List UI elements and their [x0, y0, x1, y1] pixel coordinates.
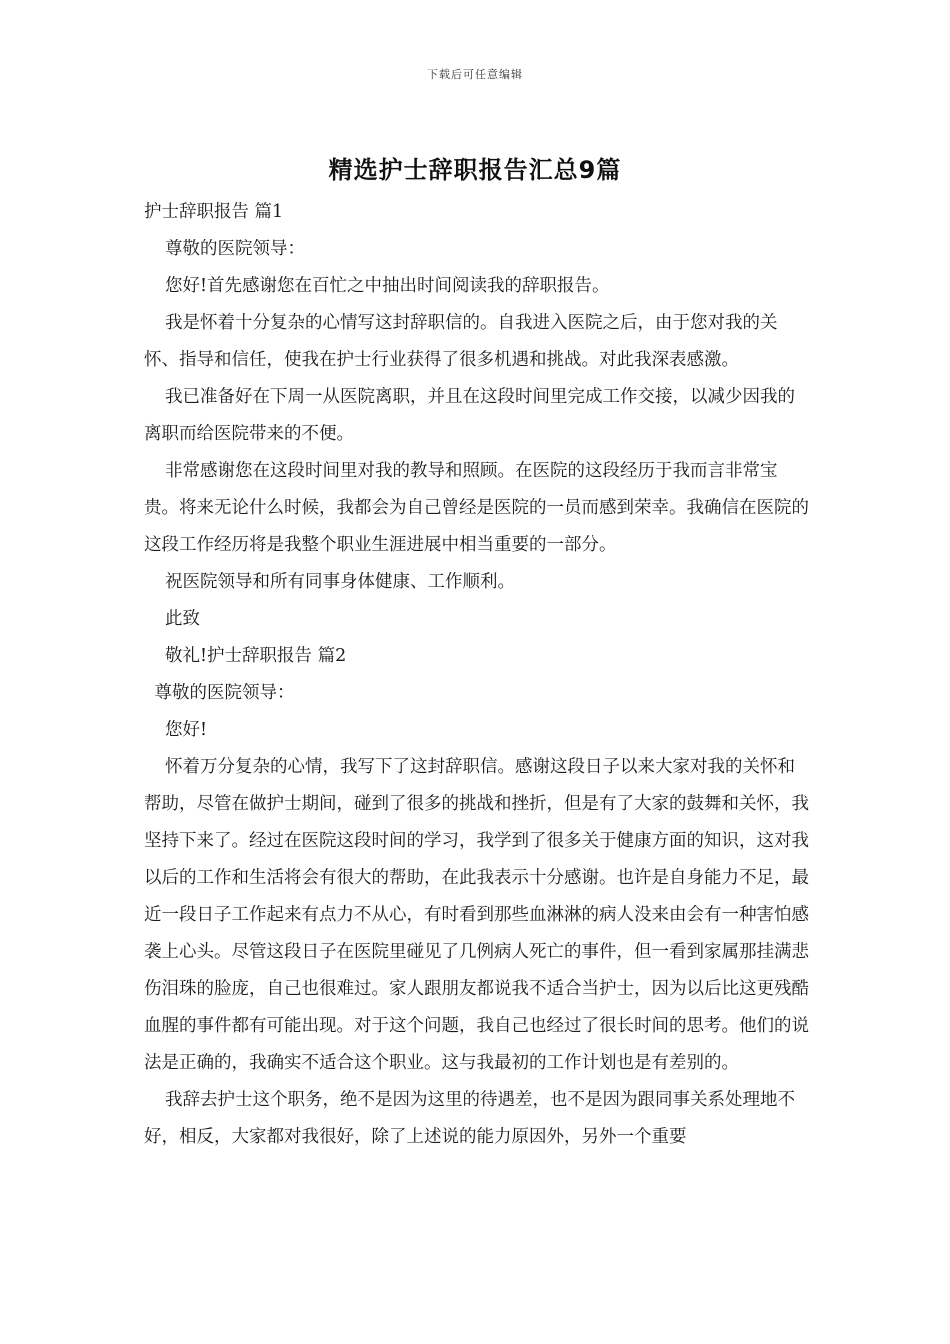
paragraph: 我辞去护士这个职务，绝不是因为这里的待遇差，也不是因为跟同事关系处理地不好，相反，大家都对我很好，除了上述说的能力原因外，另外一个重要	[144, 1090, 795, 1147]
section-heading: 护士辞职报告 篇1	[144, 202, 284, 222]
closing: 此致	[165, 609, 200, 629]
paragraph: 非常感谢您在这段时间里对我的教导和照顾。在医院的这段经历于我而言非常宝贵。将来无论什么时候，我都会为自己曾经是医院的一员而感到荣幸。我确信在医院的这段工作经历将是我整个职业生涯进展中相当重要的一部分。	[144, 461, 809, 555]
section-heading: 敬礼!护士辞职报告 篇2	[165, 646, 347, 666]
page-header-note: 下载后可任意编辑	[427, 68, 523, 81]
salutation: 尊敬的医院领导：	[165, 239, 305, 259]
document-title: 精选护士辞职报告汇总9篇	[328, 156, 622, 184]
closing-wish: 祝医院领导和所有同事身体健康、工作顺利。	[165, 572, 515, 592]
salutation: 尊敬的医院领导：	[154, 683, 295, 703]
greeting: 您好!首先感谢您在百忙之中抽出时间阅读我的辞职报告。	[165, 276, 610, 296]
paragraph: 我是怀着十分复杂的心情写这封辞职信的。自我进入医院之后，由于您对我的关怀、指导和信任，使我在护士行业获得了很多机遇和挑战。对此我深表感激。	[144, 313, 778, 370]
paragraph: 我已准备好在下周一从医院离职，并且在这段时间里完成工作交接，以减少因我的离职而给医院带来的不便。	[144, 387, 795, 444]
paragraph: 怀着万分复杂的心情，我写下了这封辞职信。感谢这段日子以来大家对我的关怀和帮助，尽管在做护士期间，碰到了很多的挑战和挫折，但是有了大家的鼓舞和关怀，我坚持下来了。经过在医院这段时间的学习，我学到了很多关于健康方面的知识，这对我以后的工作和生活将会有很大的帮助，在此我表示十分感谢。也许是自身能力不足，最近一段日子工作起来有点力不从心，有时看到那些血淋淋的病人没来由会有一种害怕感袭上心头。尽管这段日子在医院里碰见了几例病人死亡的事件，但一看到家属那挂满悲伤泪珠的脸庞，自己也很难过。家人跟朋友都说我不适合当护士，因为以后比这更残酷血腥的事件都有可能出现。对于这个问题，我自己也经过了很长时间的思考。他们的说法是正确的，我确实不适合这个职业。这与我最初的工作计划也是有差别的。	[144, 757, 809, 1073]
document-body	[144, 194, 810, 1156]
greeting: 您好!	[165, 720, 208, 740]
